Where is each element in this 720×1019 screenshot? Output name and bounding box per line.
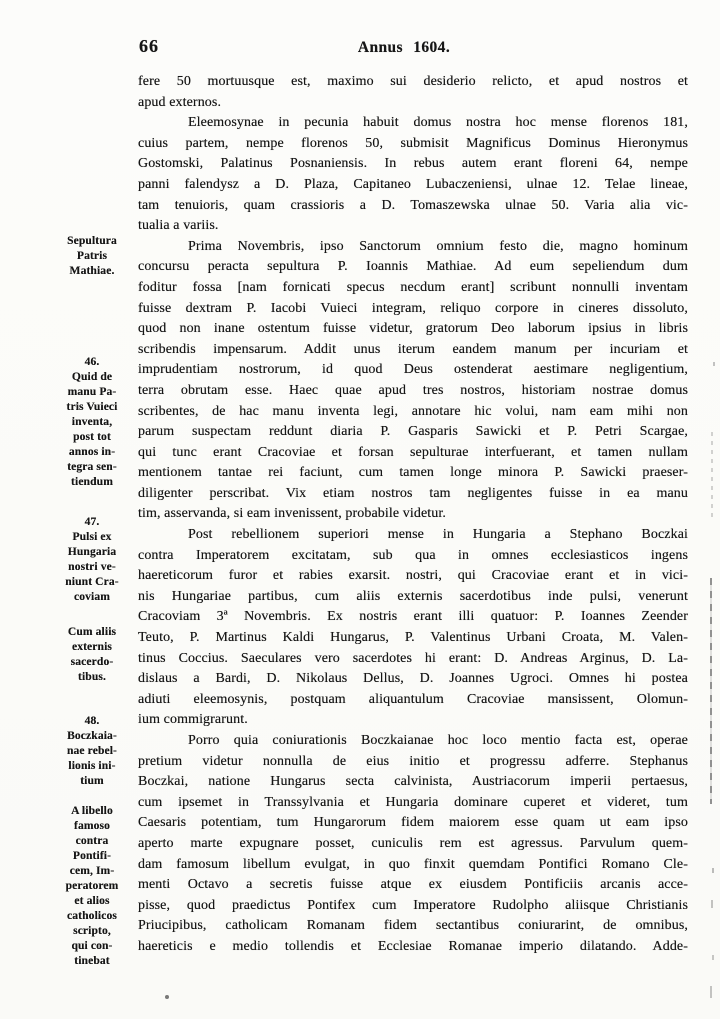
text-line: diligenter perscribat. Vix etiam nostros tam negligentes fuisse in ea manu (138, 485, 688, 501)
margin-note-line: tibus. (78, 670, 106, 683)
text-line: Porro quia coniurationis Boczkaianae hoc loco mentio facta est, operae (188, 733, 688, 748)
text-line: apud externos. (138, 94, 222, 110)
text-line: haereticis e medio tollendis et Ecclesiae Romanae imperio dilatando. Adde- (138, 938, 688, 954)
margin-note-line: tinebat (74, 954, 110, 967)
text-line: scribendis impensarum. Addit unus iterum eandem manum per incuriam et (138, 341, 688, 357)
margin-note-line: tium (80, 774, 104, 787)
text-line: pretium videtur nonnulla de eius initio et progressu adferre. Stephanus (138, 753, 688, 769)
margin-note-line: Pulsi ex (72, 530, 112, 543)
text-line: cuius partem, nempe florenos 50, submisit Magnificus Dominus Hieronymus (138, 135, 688, 151)
margin-note-line: Mathiae. (69, 264, 115, 277)
margin-note-line: Pontifi- (72, 849, 112, 862)
text-line: quod non inane ostentum fuisse videtur, gratorum Deo laborum ipsius in libris (138, 321, 688, 337)
text-line: adiuti eleemosynis, postquam aliquantulum Cracoviae mansissent, Olomun- (138, 691, 688, 707)
margin-note-line: nostri ve- (68, 560, 116, 573)
text-line: fere 50 mortuusque est, maximo sui desiderio relicto, et apud nostros et (138, 74, 688, 89)
scan-artifact-vertical-dashes (711, 432, 713, 520)
text-line: Teuto, P. Martinus Kaldi Hungarus, P. Valentinus Urbani Croata, M. Valen- (138, 630, 688, 646)
text-line: Prima Novembris, ipso Sanctorum omnium festo die, magno hominum (188, 238, 688, 254)
margin-note-line: tris Vuieci (66, 400, 118, 413)
margin-note-line: et alios (74, 894, 110, 907)
text-line: menti Octavo a secretis fuisse atque ex eiusdem Pontificiis arcanis acce- (138, 877, 688, 893)
text-line: mentionem tantae rei faciunt, cum tamen longe minora P. Sawicki praeser- (138, 465, 688, 481)
text-line: dislaus a Bardi, D. Nikolaus Dellus, D. Joannes Ugroci. Omnes hi postea (138, 671, 688, 687)
margin-note-47-pulsi-ex-hungaria (46, 514, 138, 604)
text-line: ium commigrarunt. (138, 712, 248, 728)
scan-artifact-vertical-dashes (710, 578, 712, 804)
text-line: tam tenuioris, quam crassioris a D. Tomaszewska ulnae 50. Varia alia vic- (138, 197, 688, 213)
margin-note-line: tegra sen- (67, 460, 117, 473)
margin-note-line: contra (75, 834, 109, 847)
text-line: parum suspectam reddunt diaria P. Gasparis Sawicki et P. Petri Scargae, (138, 424, 688, 440)
margin-note-line: post tot (73, 430, 111, 443)
scan-artifact-speck (713, 362, 715, 366)
margin-note-line: sacerdo- (70, 655, 114, 668)
text-line: Boczkai, natione Hungarus secta calvinista, Austriacorum imperii pertaesus, (138, 774, 688, 790)
text-line: fuisse dextram P. Iacobi Vuieci integram, reliquo corpore in cineres dissoluto, (138, 300, 688, 316)
margin-note-line: 48. (84, 714, 100, 727)
text-line: aperto marte expugnare posset, cuniculis rem est agressus. Parvulum quem- (138, 835, 688, 851)
margin-note-line: Quid de (71, 370, 113, 383)
margin-note-line: manu Pa- (67, 385, 117, 398)
margin-note-line: inventa, (71, 415, 113, 428)
text-line: panni falendysz a D. Plaza, Capitaneo Lubaczeniensi, ulnae 12. Telae lineae, (138, 176, 688, 192)
page-number: 66 (139, 36, 159, 56)
margin-note-line: 46. (84, 355, 100, 368)
margin-note-line: externis (71, 640, 113, 653)
text-line: cum ipsemet in Transsylvania et Hungaria dominare cuperet et videret, tum (138, 794, 688, 810)
scan-artifact-speck (712, 868, 714, 873)
text-line: Gostomski, Palatinus Posnaniensis. In rebus autem erant floreni 64, nempe (138, 156, 688, 172)
scan-artifact-speck (711, 900, 713, 908)
text-line: dam famosum libellum evulgat, in quo finxit quemdam Pontifici Romano Cle- (138, 856, 688, 872)
margin-note-a-libello-famoso (46, 803, 138, 968)
margin-note-line: lionis ini- (68, 759, 116, 772)
text-line: tualia a variis. (138, 218, 219, 234)
scan-artifact-speck (165, 995, 169, 999)
margin-note-line: annos in- (68, 445, 116, 458)
margin-note-line: Boczkaia- (67, 729, 117, 742)
margin-note-line: cem, Im- (69, 864, 115, 877)
text-line: foditur fossa [nam fornicati specus necdum erant] scribunt nonnulli inventam (138, 279, 688, 295)
text-line: Eleemosynae in pecunia habuit domus nostra hoc mense florenos 181, (188, 115, 688, 131)
margin-note-sepultura-patris-mathiae (46, 233, 138, 278)
margin-note-line: tiendum (71, 475, 113, 488)
text-line: nis Hungariae partibus, cum aliis externis sacerdotibus inde pulsi, venerunt (138, 588, 688, 604)
margin-note-48-boczkaianae (46, 713, 138, 788)
text-line: Priucipibus, catholicam Romanam fidem sectantibus coniurarint, de omnibus, (138, 918, 688, 934)
text-line: scribentes, de hac manu inventa legi, annotare hic volui, nam eam mihi non (138, 403, 688, 419)
scan-artifact-speck (712, 955, 714, 960)
margin-note-line: coviam (73, 590, 110, 603)
body-text (138, 72, 688, 958)
text-line: pisse, quod praedictus Pontifex cum Imperatore Rudolpho aliisque Christianis (138, 897, 688, 913)
margin-note-cum-aliis-externis (46, 624, 138, 684)
text-line: Post rebellionem superiori mense in Hungaria a Stephano Boczkai (188, 527, 688, 543)
text-line: terra obrutam esse. Haec quae apud tres nostros, historiam nostrae domus (138, 382, 688, 398)
scan-artifact-speck (710, 986, 712, 998)
margin-note-line: niunt Cra- (65, 575, 119, 588)
text-line: imprudentiam nostrorum, id quod Deus ostenderat aestimare negligentium, (138, 362, 688, 378)
margin-note-line: peratorem (65, 879, 119, 892)
margin-note-line: 47. (84, 515, 100, 528)
margin-note-46-quid-de-manu (46, 354, 138, 489)
margin-note-line: Patris (76, 249, 108, 262)
text-line: qui tunc erant Cracoviae et forsan sepulturae interfuerant, et tamen nullam (138, 444, 688, 460)
margin-note-line: qui con- (71, 939, 113, 952)
text-line: concursu peracta sepultura P. Ioannis Mathiae. Ad eum sepeliendum dum (138, 259, 688, 275)
text-line: Caesaris potentiam, tum Hungarorum fidem maiorem esse quam ut eam ipso (138, 815, 688, 831)
margin-note-line: Cum aliis (67, 625, 117, 638)
running-header-title: Annus 1604. (357, 39, 451, 56)
margin-note-line: Sepultura (67, 234, 117, 247)
margin-note-line: A libello (71, 804, 113, 817)
margin-note-line: scripto, (73, 924, 111, 937)
margin-note-line: famoso (73, 819, 111, 832)
text-line: contra Imperatorem excitatam, sub qua in omnes ecclesiasticos ingens (138, 547, 688, 563)
text-line: haereticorum furor et rabies exarsit. nostri, qui Cracoviae erant et in vici- (138, 568, 688, 584)
text-line: tinus Coccius. Saeculares vero sacerdotes hi erant: D. Andreas Arginus, D. La- (138, 650, 688, 666)
margin-note-line: nae rebel- (66, 744, 118, 757)
margin-note-line: Hungaria (67, 545, 117, 558)
text-line: tim, asservanda, si eam invenissent, probabile videtur. (138, 506, 446, 522)
margin-note-line: catholicos (67, 909, 117, 922)
text-line: Cracoviam 3ª Novembris. Ex nostris erant illi quatuor: P. Ioannes Zeender (138, 609, 688, 625)
